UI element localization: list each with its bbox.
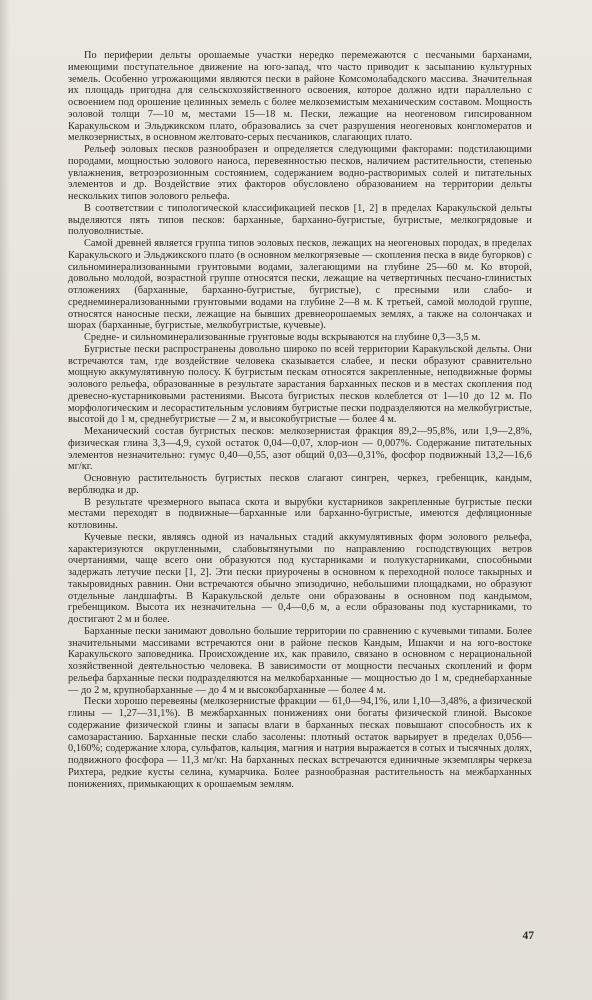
page-edge-shadow (0, 0, 10, 1000)
paragraph-3: В соответствии с типологической классификацией песков [1, 2] в пределах Каракульской дельты выделяются пять типов песков: барханные, барханно-бугристые, бугристые, мелкогрядовые и полуоволнистые. (68, 202, 532, 238)
paragraph-1: По периферии дельты орошаемые участки нередко перемежаются с песчаными барханами, имеющими поступательное движение на юго-запад, что часто приводит к засыпанию культурных земель. Особенно угрожающими являются пески в районе Комсомолабадского массива. Значительная их площадь пригодна для сельскохозяйственного освоения, которое должно идти параллельно с освоением под орошение целинных земель с более мелкоземистым механическим составом. Мощность эоловой толщи 7—10 м, местами 15—18 м. Пески, лежащие на неогеновом гипсированном Каракульском и Эльджикском плато, образовались за счет разрушения неогеновых конгломератов и мелкозернистых, в основном желтовато-серых песчаников, слагающих плато. (68, 50, 532, 144)
paragraph-9: В результате чрезмерного выпаса скота и вырубки кустарников закрепленные бугристые пески местами переходят в подвижные—барханные или барханно-бугристые, имеются дефляционные котловины. (68, 496, 532, 531)
paragraph-11: Барханные пески занимают довольно большие территории по сравнению с кучевыми типами. Более значительными массивами встречаются они в районе песков Кандым, Ишакчи и на юго-востоке Каракульского заповедника. Происхождение их, как правило, связано в основном с нерациональной хозяйственной деятельностью человека. В зависимости от мощности песчаных скоплений и форм рельефа барханные пески подразделяются на мелкобарханные — мощностью до 1 м, среднебарханные — до 2 м, крупнобарханные — до 4 м и высокобарханные — более 4 м. (68, 625, 532, 696)
paragraph-5: Средне- и сильноминерализованные грунтовые воды вскрываются на глубине 0,3—3,5 м. (84, 332, 481, 343)
page-number: 47 (522, 930, 534, 942)
page-body-text (68, 50, 532, 790)
paragraph-10: Кучевые пески, являясь одной из начальных стадий аккумулятивных форм эолового рельефа, характеризуются округленными, слабовытянутыми по направлению господствующих ветров очертаниями, чаще всего они образуются под кустарниками и полукустарниками, способными задержать летучие пески [1, 2]. Эти пески приурочены в основном к переходной полосе такырных и такыровидных равнин. Они встречаются обычно эпизодично, небольшими площадками, но образуют отдельные ландшафты. В Каракульской дельте они образованы в основном под кандымом, гребенщиком. Высота их незначительна — 0,4—0,6 м, а если образованы под кустарниками, то достигают 2 м и более. (68, 531, 532, 625)
paragraph-6: Бугристые пески распространены довольно широко по всей территории Каракульской дельты. Они встречаются там, где воздействие человека сказывается слабее, и пески образуют сравнительно мощную аккумулятивную полосу. К бугристым пескам относятся закрепленные, неподвижные формы эолового рельефа, образованные в результате зарастания барханных песков и в местах скопления под древесно-кустарниковыми растениями. Высота бугристых песков колеблется от 1—10 до 12 м. По морфологическим и лесорастительным условиям бугристые пески подразделяются на мелкобугристые, высотой до 1 м, среднебугристые — 2 м, и высокобугристые — более 4 м. (68, 343, 532, 426)
paragraph-4: Самой древней является группа типов эоловых песков, лежащих на неогеновых породах, в пределах Каракульского и Эльджикского плато (в основном мелкогрязевые — скопления песка в виде бугорков) с сильноминерализованными грунтовыми водами, залегающими на глубине 25—60 м. Ко второй, довольно молодой, возрастной группе относятся пески, лежащие на четвертичных песчано-глинистых отложениях (барханные, барханно-бугристые, бугристые), с пресными или слабо- и среднеминерализованными грунтовыми водами на глубине 2—8 м. К третьей, самой молодой группе, относятся наносные пески, лежащие на бывших древнеорошаемых землях, а также на солончаках и шорах (барханные, бугристые, мелкобугристые, кучевые). (68, 238, 532, 332)
paragraph-7: Механический состав бугристых песков: мелкозернистая фракция 89,2—95,8%, или 1,9—2,8%, физическая глина 3,3—4,9, сухой остаток 0,04—0,07, хлор-ион — 0,007%. Содержание питательных элементов незначительно: гумус 0,40—0,55, азот общий 0,03—0,31%, фосфор подвижный 13,2—16,6 мг/кг. (68, 426, 532, 473)
paragraph-12: Пески хорошо перевеяны (мелкозернистые фракции — 61,0—94,1%, или 1,10—3,48%, а физической глины — 1,27—31,1%). В межбарханных понижениях они богаты физической глиной. Высокое содержание физической глины и запасы влаги в барханных песках повышают способность их к самозарастанию. Барханные пески слабо засолены: плотный остаток варьирует в пределах 0,056—0,160%; содержание хлора, сульфатов, кальция, магния и натрия выражается в сотых и тысячных долях, подвижного фосфора — 11,3 мг/кг. На барханных песках встречаются единичные экземпляры черкеза Рихтера, редкие кусты селина, кумарчика. Более разнообразная растительность на межбарханных понижениях, примыкающих к орошаемым землям. (68, 696, 532, 790)
paragraph-2: Рельеф эоловых песков разнообразен и определяется следующими факторами: подстилающими породами, мощностью эолового наноса, перевеянностью песков, наличием растительности, степенью увлажнения, ветроэрозионным состоянием, содержанием водно-растворимых солей и питательных элементов и др. Воздействие этих факторов обусловлено образованием на территории дельты нескольких типов эолового рельефа. (68, 144, 532, 202)
paragraph-8: Основную растительность бугристых песков слагают сингрен, черкез, гребенщик, кандым, верблюдка и др. (68, 473, 532, 496)
